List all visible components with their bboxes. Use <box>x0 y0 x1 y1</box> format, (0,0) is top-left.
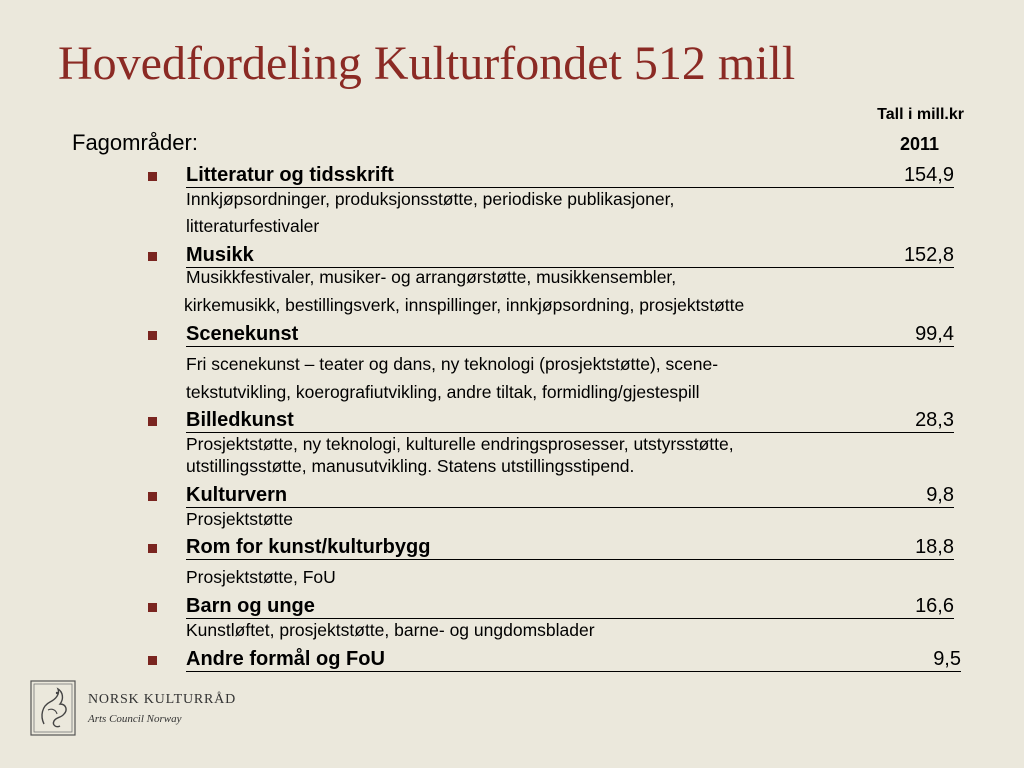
bullet-icon <box>148 656 157 665</box>
item-name: Kulturvern <box>186 484 288 506</box>
bullet-icon <box>148 544 157 553</box>
item-description: Musikkfestivaler, musiker- og arrangørstøtte, musikkensembler, <box>186 267 677 287</box>
item-name: Litteratur og tidsskrift <box>186 164 394 186</box>
item-heading-row <box>186 647 961 672</box>
item-description: Innkjøpsordninger, produksjonsstøtte, periodiske publikasjoner, <box>186 189 675 209</box>
item-description: kirkemusikk, bestillingsverk, innspillinger, innkjøpsordning, prosjektstøtte <box>184 295 745 315</box>
item-description: Prosjektstøtte <box>186 509 293 529</box>
item-value: 152,8 <box>903 244 954 266</box>
item-description: Prosjektstøtte, FoU <box>186 567 336 587</box>
item-description: tekstutvikling, koerografiutvikling, andre tiltak, formidling/gjestespill <box>186 382 700 402</box>
bullet-icon <box>148 492 157 501</box>
item-name: Billedkunst <box>186 409 294 431</box>
item-description: litteraturfestivaler <box>186 216 320 236</box>
item-heading-row <box>186 322 954 347</box>
logo-name: NORSK KULTURRÅD <box>88 692 237 707</box>
item-name: Musikk <box>186 244 254 266</box>
item-heading-row <box>186 408 954 433</box>
item-value: 16,6 <box>915 595 954 617</box>
item-value: 9,8 <box>926 484 954 506</box>
item-value: 18,8 <box>915 536 954 558</box>
unit-label: Tall i mill.kr <box>877 106 964 123</box>
item-description: utstillingsstøtte, manusutvikling. Statens utstillingsstipend. <box>186 456 635 476</box>
organization-logo <box>30 680 280 740</box>
item-heading-row <box>186 483 954 508</box>
bullet-icon <box>148 172 157 181</box>
item-heading-row <box>186 163 954 188</box>
item-value: 154,9 <box>903 164 954 186</box>
item-value: 99,4 <box>915 323 954 345</box>
item-value: 9,5 <box>933 648 961 670</box>
logo-emblem-icon <box>30 680 76 736</box>
item-value: 28,3 <box>915 409 954 431</box>
item-name: Scenekunst <box>186 323 299 345</box>
page-title: Hovedfordeling Kulturfondet 512 mill <box>58 37 796 90</box>
bullet-icon <box>148 252 157 261</box>
item-heading-row <box>186 535 954 560</box>
section-label: Fagområder: <box>72 130 198 155</box>
item-description: Prosjektstøtte, ny teknologi, kulturelle endringsprosesser, utstyrsstøtte, <box>186 434 734 454</box>
item-name: Rom for kunst/kulturbygg <box>186 536 431 558</box>
year-label: 2011 <box>899 134 939 154</box>
item-name: Andre formål og FoU <box>186 648 385 670</box>
logo-subtitle: Arts Council Norway <box>88 713 182 725</box>
bullet-icon <box>148 331 157 340</box>
item-description: Fri scenekunst – teater og dans, ny teknologi (prosjektstøtte), scene- <box>186 354 719 374</box>
item-name: Barn og unge <box>186 595 315 617</box>
bullet-icon <box>148 417 157 426</box>
item-heading-row <box>186 594 954 619</box>
bullet-icon <box>148 603 157 612</box>
item-description: Kunstløftet, prosjektstøtte, barne- og ungdomsblader <box>186 620 595 640</box>
